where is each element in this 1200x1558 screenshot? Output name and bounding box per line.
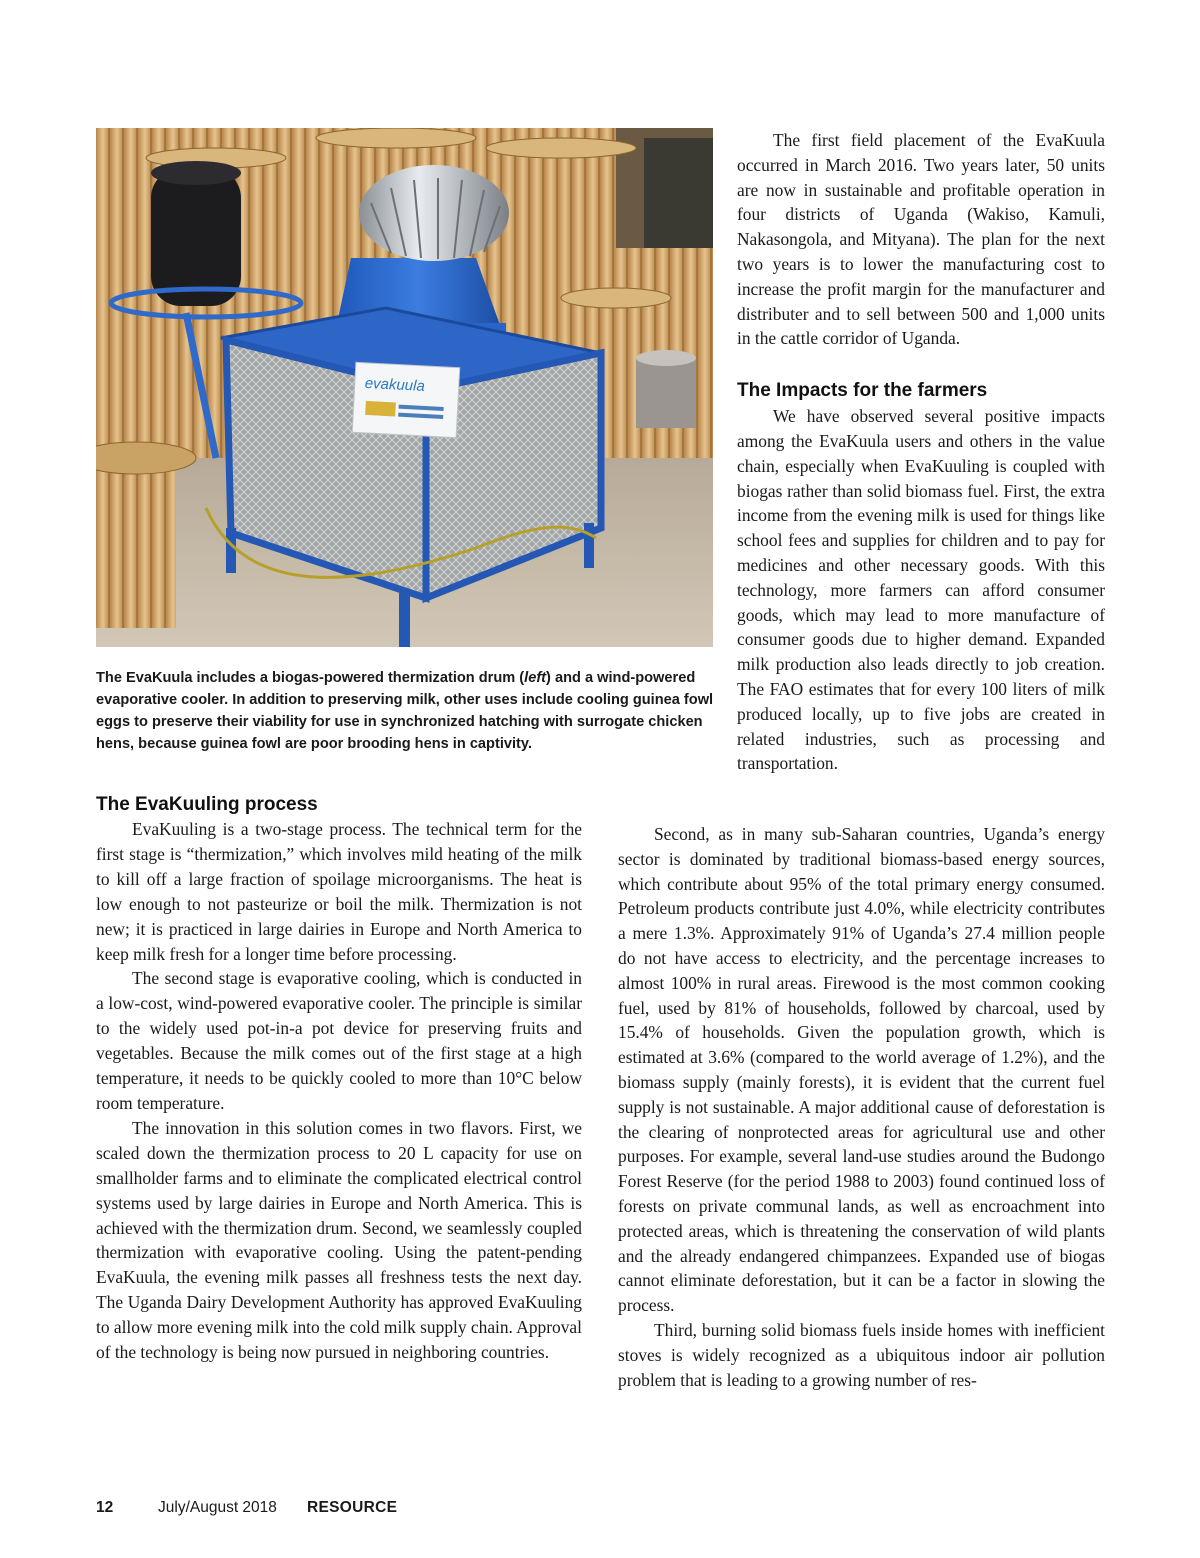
page-footer bbox=[96, 1497, 696, 1521]
right-column-bottom bbox=[618, 822, 1105, 1392]
caption-text-2: ) and a wind-powered evaporative cooler. In addition to preserving milk, other uses include cooling guinea fowl eggs to preserve their viability for use in synchronized hatching with surrogate chicken hens, because guinea fowl are poor brooding hens in captivity. bbox=[96, 670, 714, 752]
evakuula-photo bbox=[96, 128, 713, 647]
left-column bbox=[96, 793, 582, 1365]
magazine-title: RESOURCE bbox=[307, 1499, 398, 1516]
issue-date: July/August 2018 bbox=[158, 1499, 277, 1516]
body-paragraph: We have observed several positive impacts among the EvaKuula users and others in the value chain, especially when EvaKuuling is coupled with biogas rather than solid biomass fuel. First, the extra income from the evening milk is used for things like school fees and supplies for children and to pay for medicines and other necessary goods. With this technology, more farmers can afford consumer goods, which may lead to more manufacture of consumer goods due to higher demand. Expanded milk production also leads directly to job creation. The FAO estimates that for every 100 liters of milk produced locally, up to five jobs are created in related industries, such as processing and transportation. bbox=[737, 406, 1105, 774]
sign-text: evakuula bbox=[364, 374, 426, 395]
body-paragraph: The second stage is evaporative cooling, which is conducted in a low-cost, wind-powered evaporative cooler. The principle is similar to the widely used pot-in-a pot device for preserving fruits and vegetables. Because the milk comes out of the first stage at a high temperature, it needs to be quickly cooled to more than 10°C below room temperature. bbox=[96, 968, 582, 1113]
photo-caption bbox=[96, 667, 721, 755]
right-column-top bbox=[737, 128, 1105, 776]
body-paragraph: The first field placement of the EvaKuula occurred in March 2016. Two years later, 50 units are now in sustainable and profitable operation in four districts of Uganda (Wakiso, Kamuli, Nakasongola, and Mityana). The plan for the next two years is to lower the manufacturing cost to increase the profit margin for the manufacturer and distributer and to sell between 500 and 1,000 units in the cattle corridor of Uganda. bbox=[737, 130, 1105, 349]
body-paragraph: Second, as in many sub-Saharan countries, Uganda’s energy sector is dominated by traditional biomass-based energy sources, which contribute about 95% of the total primary energy consumed. Petroleum products contribute just 4.0%, while electricity contributes a mere 1.3%. Approximately 91% of Uganda’s 27.4 million people do not have access to electricity, and the percentage increases to almost 100% in rural areas. Firewood is the most common cooking fuel, used by 81% of households, followed by charcoal, used by 15.4% of households. Given the population growth, which is estimated at 3.6% (compared to the world average of 1.2%), and the biomass supply (mainly forests), it is evident that the current fuel supply is not sustainable. A major additional cause of deforestation is the clearing of nonprotected areas for agricultural use and other purposes. For example, several land-use studies around the Budongo Forest Reserve (for the period 1988 to 2003) found continued loss of forests on private communal lands, as well as encroachment into protected areas, which is threatening the conservation of wild plants and the already endangered chimpanzees. Expanded use of biogas cannot eliminate deforestation, but it can be a factor in slowing the process. bbox=[618, 824, 1105, 1316]
section-heading-process: The EvaKuuling process bbox=[96, 794, 318, 815]
page-number: 12 bbox=[96, 1499, 114, 1516]
section-heading-impacts: The Impacts for the farmers bbox=[737, 380, 988, 402]
body-paragraph: EvaKuuling is a two-stage process. The technical term for the first stage is “thermization,” which involves mild heating of the milk to kill off a large fraction of spoilage microorganisms. The heat is low enough to not pasteurize or boil the milk. Thermization is not new; it is practiced in large dairies in Europe and North America to keep milk fresh for a longer time before processing. bbox=[96, 819, 582, 964]
caption-text-1: The EvaKuula includes a biogas-powered thermization drum ( bbox=[96, 670, 525, 686]
caption-italic: left bbox=[524, 670, 547, 686]
body-paragraph: The innovation in this solution comes in two flavors. First, we scaled down the thermization process to 20 L capacity for use on smallholder farms and to eliminate the complicated electrical control systems used by large dairies in Europe and North America. This is achieved with the thermization drum. Second, we seamlessly coupled thermization with evaporative cooling. Using the patent-pending EvaKuula, the evening milk passes all freshness tests the next day. The Uganda Dairy Development Authority has approved EvaKuuling to allow more evening milk into the cold milk supply chain. Approval of the technology is being now pursued in neighboring countries. bbox=[96, 1117, 582, 1363]
body-paragraph: Third, burning solid biomass fuels inside homes with inefficient stoves is widely recognized as a ubiquitous indoor air pollution problem that is leading to a growing number of res- bbox=[618, 1319, 1105, 1390]
evakuula-photo-illustration bbox=[96, 128, 713, 647]
